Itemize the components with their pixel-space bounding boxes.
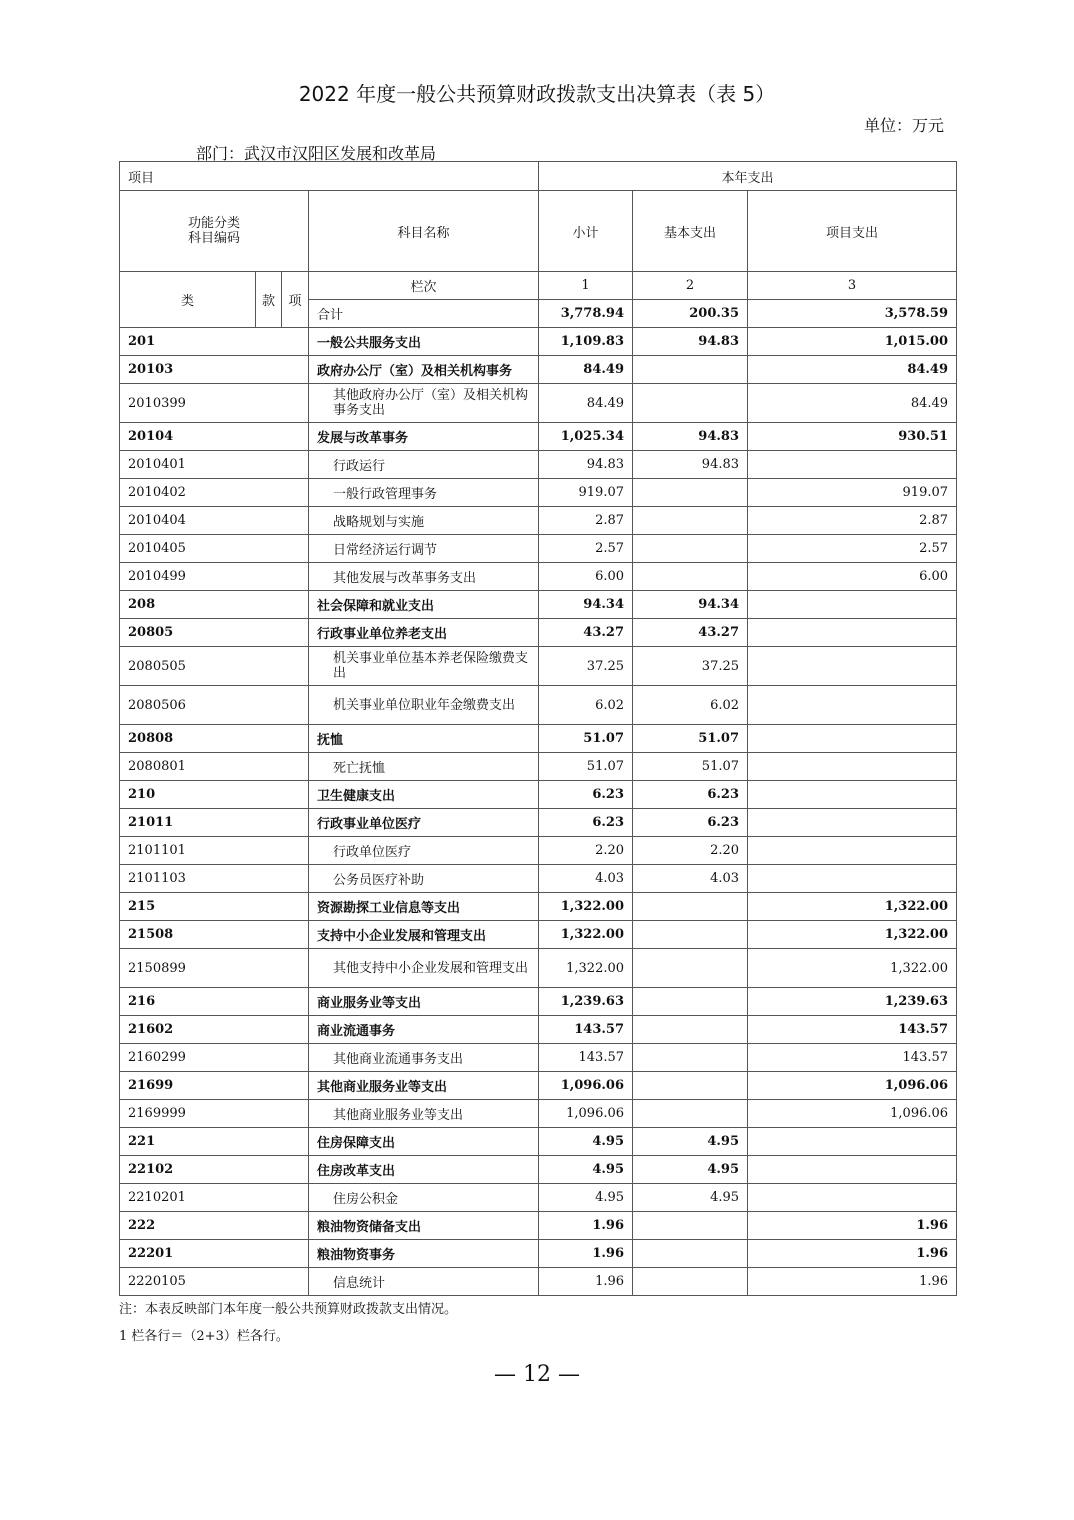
row-subject-name: 行政单位医疗 (309, 837, 539, 865)
row-code: 2080505 (120, 647, 309, 686)
row-subtotal: 1.96 (539, 1212, 633, 1240)
table-row (120, 1044, 957, 1072)
table-row (120, 479, 957, 507)
table-row (120, 1212, 957, 1240)
row-basic (633, 1044, 748, 1072)
table-row (120, 809, 957, 837)
table-row (120, 988, 957, 1016)
row-subtotal: 1,109.83 (539, 328, 633, 356)
row-code: 22201 (120, 1240, 309, 1268)
row-project: 6.00 (748, 563, 957, 591)
row-code: 20103 (120, 356, 309, 384)
total-project: 3,578.59 (748, 300, 957, 328)
table-row (120, 921, 957, 949)
row-subtotal: 6.23 (539, 809, 633, 837)
table-row (120, 686, 957, 725)
table-row (120, 356, 957, 384)
row-subtotal: 84.49 (539, 384, 633, 423)
row-subject-name: 支持中小企业发展和管理支出 (309, 921, 539, 949)
row-subtotal: 51.07 (539, 725, 633, 753)
row-basic (633, 1100, 748, 1128)
row-code: 2010402 (120, 479, 309, 507)
row-basic: 51.07 (633, 753, 748, 781)
row-subject-name: 机关事业单位职业年金缴费支出 (309, 686, 539, 725)
header-col1: 1 (539, 272, 633, 300)
row-subtotal: 1.96 (539, 1240, 633, 1268)
row-code: 2010405 (120, 535, 309, 563)
row-project (748, 1184, 957, 1212)
row-basic (633, 988, 748, 1016)
row-basic (633, 1268, 748, 1296)
row-subject-name: 行政运行 (309, 451, 539, 479)
table-row (120, 563, 957, 591)
row-subject-name: 其他支持中小企业发展和管理支出 (309, 949, 539, 988)
row-basic: 4.95 (633, 1128, 748, 1156)
row-basic: 6.23 (633, 781, 748, 809)
row-subject-name: 行政事业单位医疗 (309, 809, 539, 837)
total-basic: 200.35 (633, 300, 748, 328)
row-basic: 51.07 (633, 725, 748, 753)
department-label: 部门：武汉市汉阳区发展和改革局 (196, 144, 437, 163)
row-project: 1.96 (748, 1212, 957, 1240)
row-subtotal: 1,322.00 (539, 949, 633, 988)
row-project: 1,096.06 (748, 1072, 957, 1100)
row-project (748, 1156, 957, 1184)
table-row (120, 328, 957, 356)
row-code: 2080506 (120, 686, 309, 725)
header-kuan: 款 (256, 272, 282, 328)
header-func-class-line1: 功能分类 (187, 216, 240, 231)
row-subtotal: 37.25 (539, 647, 633, 686)
row-project (748, 781, 957, 809)
header-subtotal: 小计 (539, 191, 633, 272)
table-row (120, 451, 957, 479)
row-subject-name: 其他商业服务业等支出 (309, 1100, 539, 1128)
row-project: 1.96 (748, 1240, 957, 1268)
header-row-1 (120, 162, 957, 191)
header-lei: 类 (120, 272, 256, 328)
header-current-year: 本年支出 (539, 162, 957, 191)
row-subtotal: 1,239.63 (539, 988, 633, 1016)
row-subject-name: 其他政府办公厅（室）及相关机构事务支出 (309, 384, 539, 423)
row-basic: 94.83 (633, 423, 748, 451)
row-subject-name: 政府办公厅（室）及相关机构事务 (309, 356, 539, 384)
table-row (120, 1156, 957, 1184)
row-basic: 43.27 (633, 619, 748, 647)
row-code: 20104 (120, 423, 309, 451)
row-subtotal: 919.07 (539, 479, 633, 507)
row-subtotal: 1,322.00 (539, 893, 633, 921)
table-row (120, 384, 957, 423)
row-subject-name: 资源勘探工业信息等支出 (309, 893, 539, 921)
table-row (120, 753, 957, 781)
row-subtotal: 1,322.00 (539, 921, 633, 949)
header-func-class-line2: 科目编码 (187, 231, 240, 246)
row-project: 1,322.00 (748, 949, 957, 988)
row-code: 2169999 (120, 1100, 309, 1128)
row-code: 222 (120, 1212, 309, 1240)
row-project (748, 809, 957, 837)
row-basic: 4.95 (633, 1184, 748, 1212)
row-subtotal: 43.27 (539, 619, 633, 647)
row-code: 21602 (120, 1016, 309, 1044)
row-subject-name: 一般行政管理事务 (309, 479, 539, 507)
row-basic: 6.23 (633, 809, 748, 837)
row-subject-name: 其他商业流通事务支出 (309, 1044, 539, 1072)
header-xiang: 项 (282, 272, 309, 328)
row-subject-name: 行政事业单位养老支出 (309, 619, 539, 647)
row-project (748, 591, 957, 619)
table-row (120, 725, 957, 753)
row-project (748, 837, 957, 865)
row-project (748, 865, 957, 893)
table-row (120, 837, 957, 865)
row-project: 84.49 (748, 384, 957, 423)
row-subtotal: 94.34 (539, 591, 633, 619)
note-line-1: 注：本表反映部门本年度一般公共预算财政拨款支出情况。 (119, 1302, 458, 1317)
page-title: 2022 年度一般公共预算财政拨款支出决算表（表 5） (298, 82, 776, 106)
row-basic (633, 535, 748, 563)
row-code: 21011 (120, 809, 309, 837)
row-code: 20808 (120, 725, 309, 753)
header-col3: 3 (748, 272, 957, 300)
row-code: 22102 (120, 1156, 309, 1184)
row-subject-name: 抚恤 (309, 725, 539, 753)
row-subtotal: 2.20 (539, 837, 633, 865)
row-subtotal: 94.83 (539, 451, 633, 479)
row-basic (633, 1072, 748, 1100)
row-project: 1,322.00 (748, 921, 957, 949)
row-subtotal: 4.95 (539, 1128, 633, 1156)
row-code: 2220105 (120, 1268, 309, 1296)
row-project (748, 619, 957, 647)
row-subtotal: 1,096.06 (539, 1100, 633, 1128)
header-column-index: 栏次 (309, 272, 539, 300)
row-basic (633, 921, 748, 949)
row-subject-name: 住房保障支出 (309, 1128, 539, 1156)
header-project: 项目 (120, 162, 539, 191)
row-code: 2010499 (120, 563, 309, 591)
row-subject-name: 日常经济运行调节 (309, 535, 539, 563)
row-code: 2150899 (120, 949, 309, 988)
total-label: 合计 (309, 300, 539, 328)
table-row (120, 507, 957, 535)
total-subtotal: 3,778.94 (539, 300, 633, 328)
row-subtotal: 1.96 (539, 1268, 633, 1296)
row-subtotal: 51.07 (539, 753, 633, 781)
row-project: 143.57 (748, 1016, 957, 1044)
row-code: 201 (120, 328, 309, 356)
row-code: 215 (120, 893, 309, 921)
table-row (120, 1240, 957, 1268)
table-row (120, 893, 957, 921)
row-subtotal: 143.57 (539, 1044, 633, 1072)
row-subject-name: 商业流通事务 (309, 1016, 539, 1044)
row-subject-name: 住房公积金 (309, 1184, 539, 1212)
row-code: 2010399 (120, 384, 309, 423)
table-row (120, 535, 957, 563)
row-subject-name: 死亡抚恤 (309, 753, 539, 781)
row-project: 919.07 (748, 479, 957, 507)
row-basic (633, 949, 748, 988)
table-row (120, 1072, 957, 1100)
row-code: 2101101 (120, 837, 309, 865)
row-basic: 6.02 (633, 686, 748, 725)
table-row (120, 1100, 957, 1128)
row-basic (633, 356, 748, 384)
row-subtotal: 4.03 (539, 865, 633, 893)
row-code: 2160299 (120, 1044, 309, 1072)
table-row (120, 1268, 957, 1296)
row-code: 2210201 (120, 1184, 309, 1212)
budget-table (119, 161, 957, 1296)
row-code: 20805 (120, 619, 309, 647)
row-project: 2.57 (748, 535, 957, 563)
row-subtotal: 4.95 (539, 1184, 633, 1212)
row-subject-name: 住房改革支出 (309, 1156, 539, 1184)
row-basic: 2.20 (633, 837, 748, 865)
row-code: 2010401 (120, 451, 309, 479)
table-row (120, 1128, 957, 1156)
table-row (120, 619, 957, 647)
row-project: 84.49 (748, 356, 957, 384)
row-subject-name: 商业服务业等支出 (309, 988, 539, 1016)
row-basic: 37.25 (633, 647, 748, 686)
unit-label: 单位：万元 (863, 116, 944, 135)
page-number: — 12 — (494, 1362, 580, 1387)
table-row (120, 423, 957, 451)
row-basic: 94.83 (633, 451, 748, 479)
row-subject-name: 一般公共服务支出 (309, 328, 539, 356)
row-basic (633, 563, 748, 591)
row-code: 2101103 (120, 865, 309, 893)
row-project: 1,015.00 (748, 328, 957, 356)
header-row-3 (120, 272, 957, 300)
row-project: 143.57 (748, 1044, 957, 1072)
row-subject-name: 其他发展与改革事务支出 (309, 563, 539, 591)
header-subject-name: 科目名称 (309, 191, 539, 272)
row-subject-name: 公务员医疗补助 (309, 865, 539, 893)
note-line-2: 1 栏各行＝（2+3）栏各行。 (119, 1329, 289, 1344)
row-code: 21699 (120, 1072, 309, 1100)
row-basic: 4.03 (633, 865, 748, 893)
row-basic (633, 479, 748, 507)
row-project: 1,096.06 (748, 1100, 957, 1128)
row-project (748, 753, 957, 781)
row-basic (633, 1016, 748, 1044)
row-basic (633, 1212, 748, 1240)
row-subtotal: 1,096.06 (539, 1072, 633, 1100)
row-subtotal: 4.95 (539, 1156, 633, 1184)
row-project (748, 647, 957, 686)
table-row (120, 1016, 957, 1044)
table-row (120, 591, 957, 619)
row-code: 208 (120, 591, 309, 619)
row-basic (633, 507, 748, 535)
row-basic: 94.34 (633, 591, 748, 619)
row-code: 21508 (120, 921, 309, 949)
header-row-2 (120, 191, 957, 272)
row-subject-name: 信息统计 (309, 1268, 539, 1296)
table-row (120, 647, 957, 686)
row-subtotal: 2.87 (539, 507, 633, 535)
row-code: 2080801 (120, 753, 309, 781)
row-subject-name: 粮油物资储备支出 (309, 1212, 539, 1240)
row-subject-name: 其他商业服务业等支出 (309, 1072, 539, 1100)
row-project (748, 1128, 957, 1156)
row-project: 1.96 (748, 1268, 957, 1296)
table-row (120, 865, 957, 893)
row-project: 2.87 (748, 507, 957, 535)
row-project: 930.51 (748, 423, 957, 451)
row-subject-name: 战略规划与实施 (309, 507, 539, 535)
row-project: 1,322.00 (748, 893, 957, 921)
header-basic: 基本支出 (633, 191, 748, 272)
header-col2: 2 (633, 272, 748, 300)
row-subject-name: 机关事业单位基本养老保险缴费支出 (309, 647, 539, 686)
row-code: 221 (120, 1128, 309, 1156)
table-row (120, 1184, 957, 1212)
table-row (120, 949, 957, 988)
row-basic: 4.95 (633, 1156, 748, 1184)
row-subject-name: 社会保障和就业支出 (309, 591, 539, 619)
row-subject-name: 卫生健康支出 (309, 781, 539, 809)
row-project: 1,239.63 (748, 988, 957, 1016)
row-subtotal: 6.00 (539, 563, 633, 591)
row-subtotal: 84.49 (539, 356, 633, 384)
row-code: 210 (120, 781, 309, 809)
row-subtotal: 1,025.34 (539, 423, 633, 451)
header-func-class (120, 191, 309, 272)
row-project (748, 725, 957, 753)
row-basic: 94.83 (633, 328, 748, 356)
row-code: 2010404 (120, 507, 309, 535)
row-project (748, 686, 957, 725)
row-subtotal: 6.02 (539, 686, 633, 725)
row-basic (633, 1240, 748, 1268)
row-subtotal: 143.57 (539, 1016, 633, 1044)
row-subject-name: 发展与改革事务 (309, 423, 539, 451)
row-basic (633, 384, 748, 423)
row-code: 216 (120, 988, 309, 1016)
row-subject-name: 粮油物资事务 (309, 1240, 539, 1268)
row-subtotal: 6.23 (539, 781, 633, 809)
row-project (748, 451, 957, 479)
header-project-exp: 项目支出 (748, 191, 957, 272)
row-subtotal: 2.57 (539, 535, 633, 563)
table-row (120, 781, 957, 809)
row-basic (633, 893, 748, 921)
